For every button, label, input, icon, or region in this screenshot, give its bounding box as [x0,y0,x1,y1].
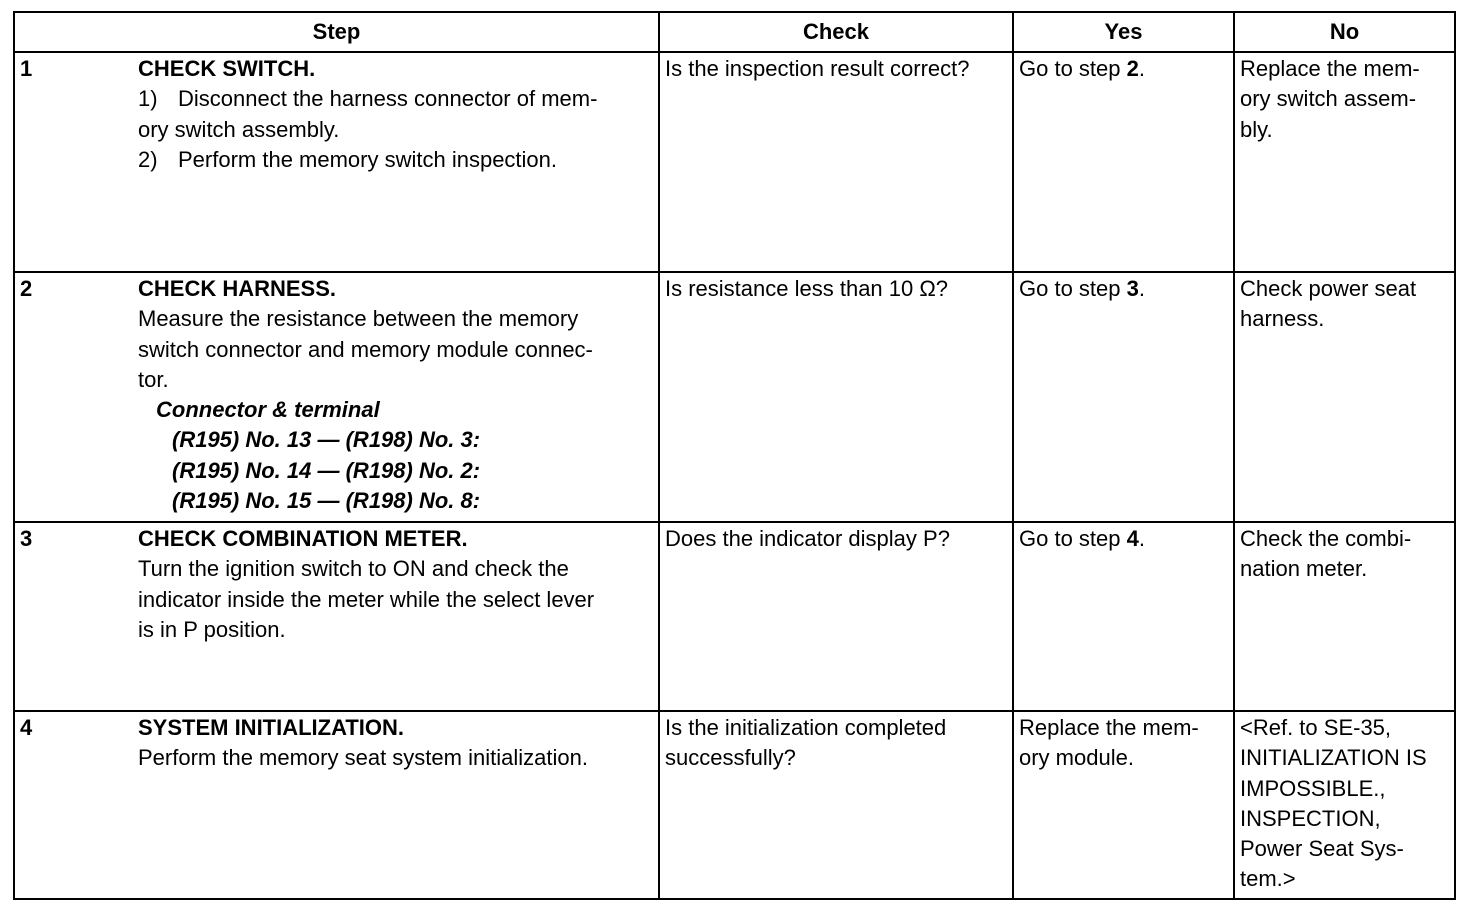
check-cell: Is resistance less than 10 Ω? [659,272,1013,522]
step-instruction: 2) Perform the memory switch inspection. [138,146,558,172]
diagnostic-table [13,11,1456,900]
header-row [14,12,1455,52]
no-cell: Replace the mem- ory switch assem- bly. [1234,52,1455,272]
yes-cell: Go to step 2. [1013,52,1234,272]
yes-cell: Replace the mem- ory module. [1013,711,1234,899]
table-row [14,272,1455,522]
yes-cell: Go to step 3. [1013,272,1234,522]
table-row [14,711,1455,899]
check-cell: Does the indicator display P? [659,522,1013,711]
no-cell: <Ref. to SE-35, INITIALIZATION IS IMPOSSIBLE., INSPECTION, Power Seat Sys- tem.> [1234,711,1455,899]
step-instruction: 1) Disconnect the harness connector of mem- ory switch assembly. [138,86,598,142]
header-yes: Yes [1013,12,1234,52]
step-number: 3 [20,526,33,551]
step-number: 4 [20,715,33,740]
connector-terminal: (R195) No. 13 — (R198) No. 3: [172,427,481,453]
connector-terminal: (R195) No. 15 — (R198) No. 8: [172,488,481,514]
check-cell: Is the inspection result correct? [659,52,1013,272]
header-step: Step [14,12,659,52]
connector-terminal: (R195) No. 14 — (R198) No. 2: [172,457,481,483]
header-check: Check [659,12,1013,52]
step-cell [14,52,659,272]
yes-cell: Go to step 4. [1013,522,1234,711]
header-no: No [1234,12,1455,52]
step-title: CHECK COMBINATION METER. [138,526,468,551]
step-number: 1 [20,56,33,81]
step-title: SYSTEM INITIALIZATION. [138,715,405,740]
step-cell: 4 SYSTEM INITIALIZATION. Perform the memory seat system initialization. [14,711,659,899]
no-cell: Check the combi- nation meter. [1234,522,1455,711]
table-row [14,522,1455,711]
connector-title: Connector & terminal [156,397,380,423]
step-cell: 2 CHECK HARNESS. Measure the resistance between the memory switch connector and memory module connec- tor. Connector & terminal (R195) No. 13 — (R198) No. 3: (R195) No. 14 — (R198) No. 2: (R195) No. 15 — (R198) No. 8: [14,272,659,522]
step-title: CHECK SWITCH. [138,56,316,81]
step-title: CHECK HARNESS. [138,276,337,301]
step-cell: 3 CHECK COMBINATION METER. Turn the ignition switch to ON and check the indicator inside the meter while the select lever is in P position. [14,522,659,711]
step-number: 2 [20,276,33,301]
check-cell: Is the initialization completed successfully? [659,711,1013,899]
table-row [14,52,1455,272]
no-cell: Check power seat harness. [1234,272,1455,522]
